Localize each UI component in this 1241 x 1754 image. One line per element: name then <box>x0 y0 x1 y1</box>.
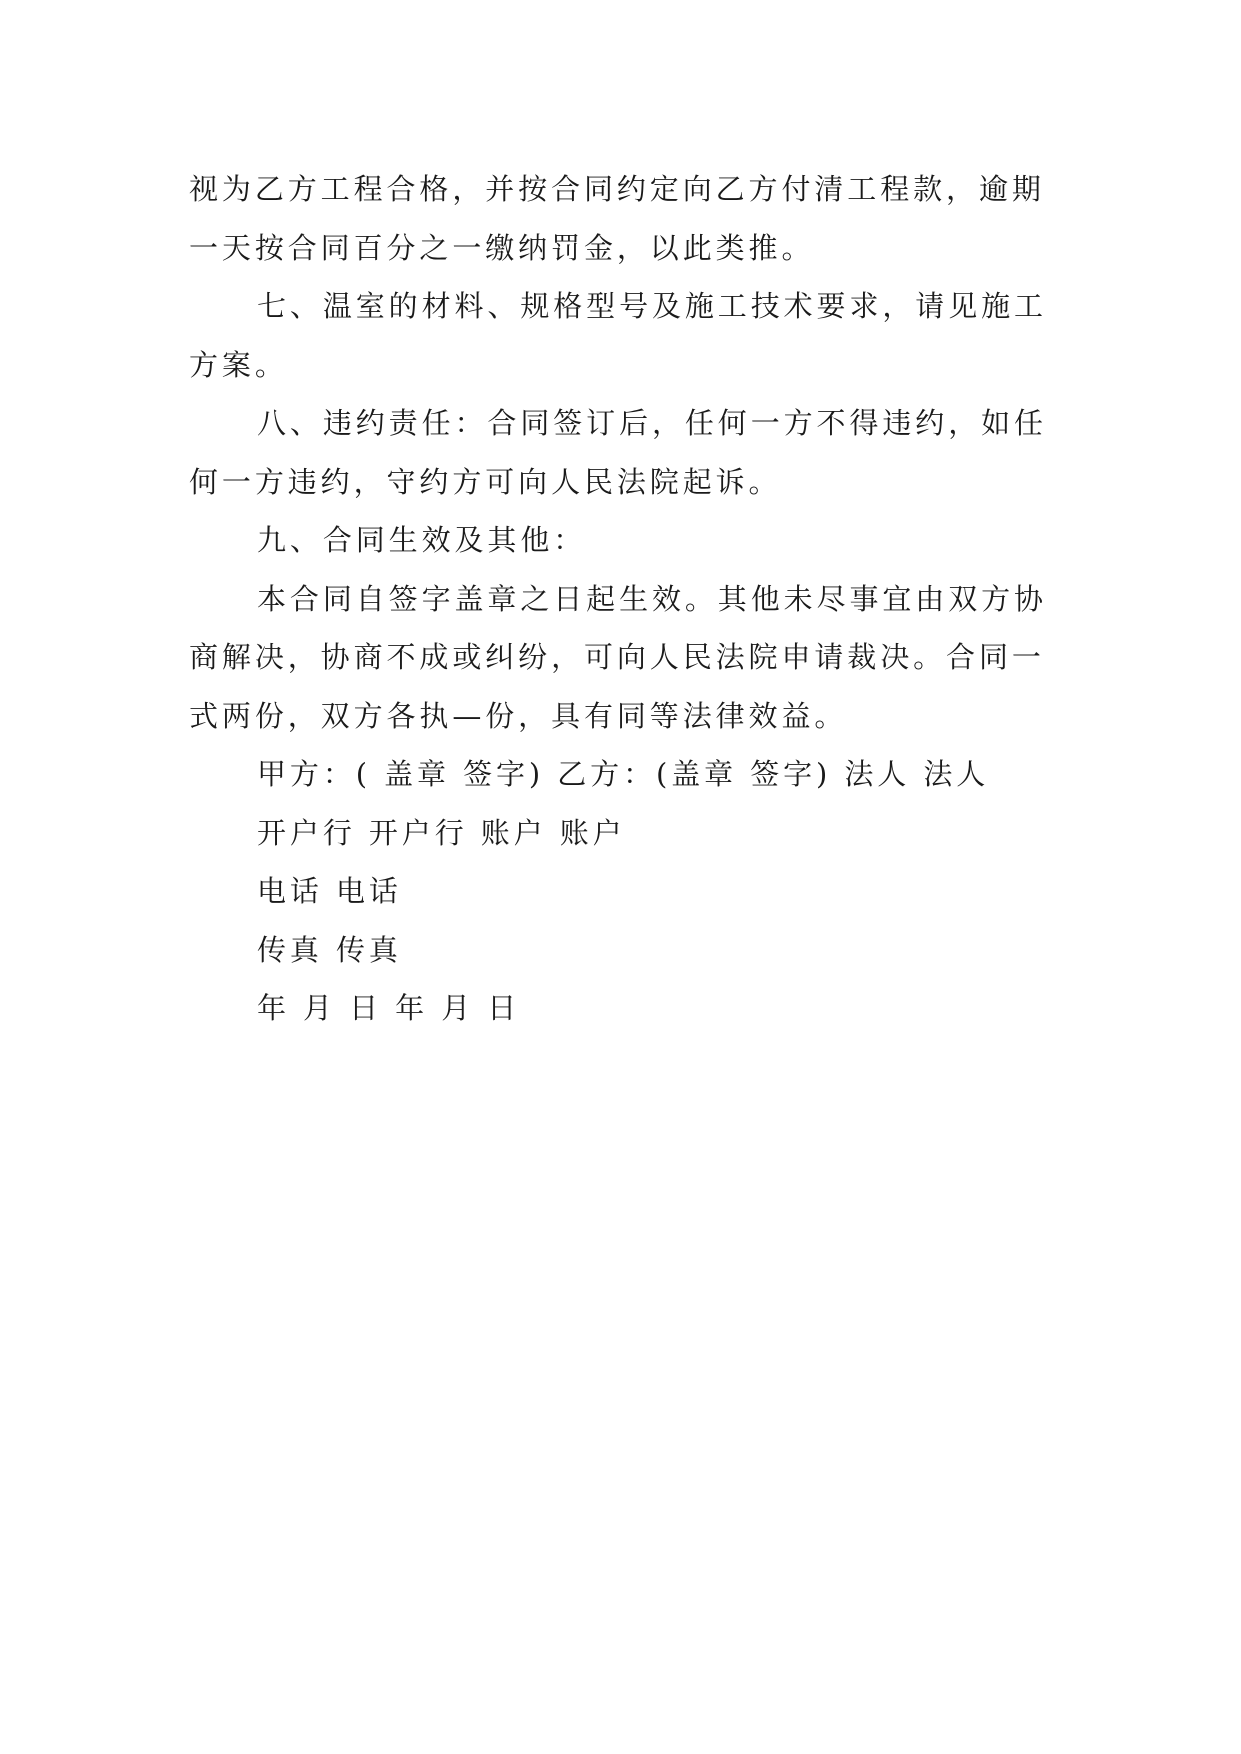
paragraph-line: 何一方违约，守约方可向人民法院起诉。 <box>189 464 782 499</box>
paragraph-line: 方案。 <box>189 347 288 382</box>
paragraph-line: 视为乙方工程合格，并按合同约定向乙方付清工程款，逾期 <box>189 172 1045 206</box>
paragraph-line: 本合同自签字盖章之日起生效。其他未尽事宜由双方协 <box>257 581 1047 616</box>
paragraph-line: 式两份，双方各执—份，具有同等法律效益。 <box>189 698 848 733</box>
fax-line: 传真 传真 <box>257 932 402 967</box>
document-body <box>189 160 1059 1038</box>
date-line: 年 月 日 年 月 日 <box>257 991 521 1025</box>
bank-account-line: 开户行 开户行 账户 账户 <box>257 815 626 850</box>
paragraph-line: 一天按合同百分之一缴纳罚金，以此类推。 <box>189 230 815 265</box>
clause-seven-line: 七、温室的材料、规格型号及施工技术要求，请见施工 <box>257 289 1047 323</box>
phone-line: 电话 电话 <box>257 874 402 908</box>
clause-nine-heading: 九、合同生效及其他： <box>257 523 587 557</box>
signature-parties-line: 甲方：( 盖章 签字) 乙方：(盖章 签字) 法人 法人 <box>257 757 990 791</box>
paragraph-line: 商解决，协商不成或纠纷，可向人民法院申请裁决。合同一 <box>189 640 1045 674</box>
clause-eight-line: 八、违约责任：合同签订后，任何一方不得违约，如任 <box>257 406 1047 440</box>
